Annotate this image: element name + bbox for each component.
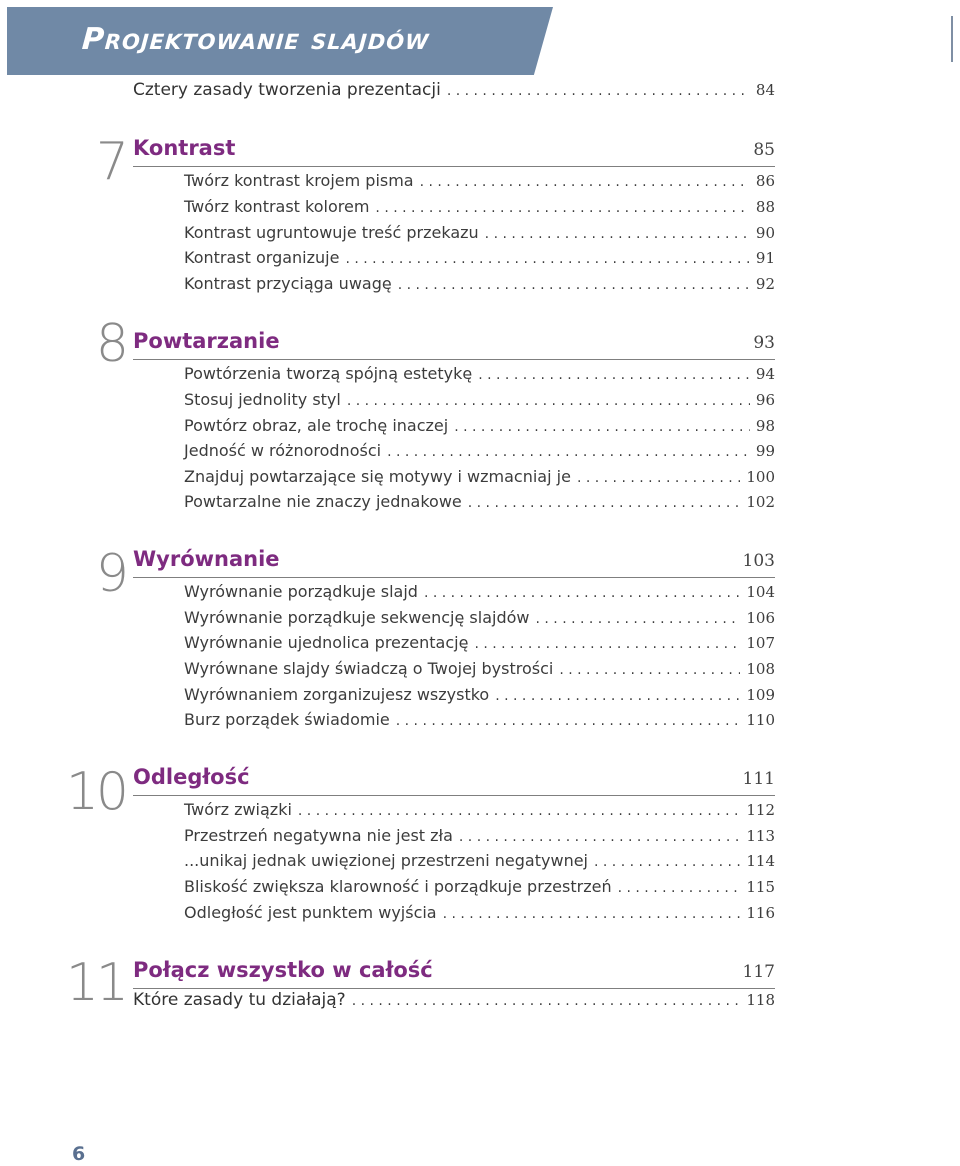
dot-leader xyxy=(352,990,741,1010)
dot-leader xyxy=(485,223,750,242)
toc-entry[interactable] xyxy=(184,659,775,683)
dot-leader xyxy=(387,441,750,460)
toc-entry[interactable] xyxy=(184,171,775,195)
toc-entry-label: ...unikaj jednak uwięzionej przestrzeni negatywnej xyxy=(184,851,588,870)
toc-entry-page: 109 xyxy=(746,686,775,704)
toc-entry[interactable] xyxy=(184,248,775,272)
dot-leader xyxy=(618,877,741,896)
dot-leader xyxy=(345,248,749,267)
toc-entry-page: 90 xyxy=(755,224,775,242)
toc-entry-label: Twórz kontrast kolorem xyxy=(184,197,370,216)
toc-entry-intro[interactable] xyxy=(133,80,775,104)
toc-entry-page: 107 xyxy=(746,634,775,652)
toc-entry-label: Kontrast organizuje xyxy=(184,248,340,267)
toc-entry-label: Twórz kontrast krojem pisma xyxy=(184,171,414,190)
toc-entry-label: Stosuj jednolity styl xyxy=(184,390,341,409)
toc-entry-label: Które zasady tu działają? xyxy=(133,990,346,1010)
toc-entry[interactable] xyxy=(184,877,775,901)
toc-entry-label: Powtarzalne nie znaczy jednakowe xyxy=(184,492,462,511)
dot-leader xyxy=(298,800,740,819)
toc-entry[interactable] xyxy=(184,710,775,734)
dot-leader xyxy=(478,364,750,383)
toc-entry[interactable] xyxy=(184,685,775,709)
chapter-page: 111 xyxy=(742,769,775,789)
toc-entry-page: 91 xyxy=(755,249,775,267)
toc-entry-page: 106 xyxy=(746,609,775,627)
toc-entry[interactable] xyxy=(184,633,775,657)
toc-entry[interactable] xyxy=(184,197,775,221)
chapter-heading[interactable] xyxy=(133,765,775,796)
chapter-title: Powtarzanie xyxy=(133,329,280,353)
toc-entry[interactable] xyxy=(184,390,775,414)
dot-leader xyxy=(398,274,750,293)
toc-entry-label: Wyrównanie ujednolica prezentację xyxy=(184,633,469,652)
toc-entry-page: 102 xyxy=(746,493,775,511)
toc-entry-page: 116 xyxy=(746,904,775,922)
chapter-title: Połącz wszystko w całość xyxy=(133,958,433,982)
dot-leader xyxy=(468,492,741,511)
dot-leader xyxy=(495,685,740,704)
dot-leader xyxy=(396,710,741,729)
toc-entry-page: 94 xyxy=(755,365,775,383)
toc-entry-page: 114 xyxy=(746,852,775,870)
toc-entry-page: 104 xyxy=(746,583,775,601)
toc-entry[interactable] xyxy=(133,990,775,1014)
toc-entry[interactable] xyxy=(184,364,775,388)
toc-entry-label: Kontrast ugruntowuje treść przekazu xyxy=(184,223,479,242)
toc-entry[interactable] xyxy=(184,608,775,632)
chapter-number: 9 xyxy=(95,544,126,604)
toc-entry-label: Odległość jest punktem wyjścia xyxy=(184,903,437,922)
toc-entry-page: 108 xyxy=(746,660,775,678)
toc-entry[interactable] xyxy=(184,274,775,298)
chapter-number: 8 xyxy=(95,314,126,374)
toc-entry-label: Powtórz obraz, ale trochę inaczej xyxy=(184,416,449,435)
dot-leader xyxy=(347,390,750,409)
dot-leader xyxy=(375,197,749,216)
toc-entry-label: Jedność w różnorodności xyxy=(184,441,382,460)
toc-entry[interactable] xyxy=(184,903,775,927)
toc-entry-page: 92 xyxy=(755,275,775,293)
dot-leader xyxy=(474,633,740,652)
chapter-heading[interactable] xyxy=(133,958,775,989)
toc-entry-page: 96 xyxy=(755,391,775,409)
chapter-heading[interactable] xyxy=(133,329,775,360)
toc-entry-label: Kontrast przyciąga uwagę xyxy=(184,274,392,293)
toc-entry-page: 88 xyxy=(755,198,775,216)
toc-entry[interactable] xyxy=(184,223,775,247)
chapter-number: 10 xyxy=(65,762,126,822)
chapter-title: Odległość xyxy=(133,765,250,789)
toc-entry-label: Twórz związki xyxy=(184,800,292,819)
chapter-title: Kontrast xyxy=(133,136,236,160)
toc-entry-page: 99 xyxy=(755,442,775,460)
page-title: Projektowanie slajdów xyxy=(80,22,431,57)
chapter-number: 7 xyxy=(95,132,126,192)
toc-entry-page: 118 xyxy=(746,991,775,1009)
chapter-title: Wyrównanie xyxy=(133,547,280,571)
toc-entry-page: 112 xyxy=(746,801,775,819)
dot-leader xyxy=(424,582,740,601)
dot-leader xyxy=(594,851,740,870)
chapter-heading[interactable] xyxy=(133,136,775,167)
chapter-page: 93 xyxy=(753,333,775,353)
toc-entry[interactable] xyxy=(184,441,775,465)
dot-leader xyxy=(443,903,741,922)
dot-leader xyxy=(559,659,740,678)
toc-entry-label: Wyrównaniem zorganizujesz wszystko xyxy=(184,685,490,704)
chapter-heading[interactable] xyxy=(133,547,775,578)
toc-entry-label: Przestrzeń negatywna nie jest zła xyxy=(184,826,453,845)
toc-entry-label: Cztery zasady tworzenia prezentacji xyxy=(133,80,441,100)
chapter-number: 11 xyxy=(65,953,126,1013)
dot-leader xyxy=(447,80,750,100)
dot-leader xyxy=(454,416,750,435)
toc-entry-page: 86 xyxy=(755,172,775,190)
dot-leader xyxy=(459,826,740,845)
toc-entry-label: Wyrównanie porządkuje slajd xyxy=(184,582,418,601)
folio-page-number: 6 xyxy=(72,1143,86,1165)
toc-entry[interactable] xyxy=(184,851,775,875)
toc-entry-page: 113 xyxy=(746,827,775,845)
toc-entry-page: 98 xyxy=(755,417,775,435)
toc-entry[interactable] xyxy=(184,467,775,491)
toc-entry-page: 84 xyxy=(755,81,775,99)
toc-entry-page: 115 xyxy=(746,878,775,896)
toc-entry[interactable] xyxy=(184,416,775,440)
dot-leader xyxy=(577,467,740,486)
toc-entry-page: 100 xyxy=(746,468,775,486)
toc-entry-label: Bliskość zwiększa klarowność i porządkuje przestrzeń xyxy=(184,877,612,896)
toc-entry-label: Wyrównanie porządkuje sekwencję slajdów xyxy=(184,608,530,627)
toc-entry[interactable] xyxy=(184,826,775,850)
toc-entry-label: Znajduj powtarzające się motywy i wzmacniaj je xyxy=(184,467,571,486)
toc-entry[interactable] xyxy=(184,800,775,824)
toc-entry-label: Wyrównane slajdy świadczą o Twojej bystrości xyxy=(184,659,554,678)
dot-leader xyxy=(420,171,750,190)
chapter-page: 117 xyxy=(742,962,775,982)
chapter-page: 103 xyxy=(742,551,775,571)
chapter-page: 85 xyxy=(753,140,775,160)
toc-entry-label: Powtórzenia tworzą spójną estetykę xyxy=(184,364,473,383)
toc-entry-label: Burz porządek świadomie xyxy=(184,710,390,729)
toc-entry[interactable] xyxy=(184,492,775,516)
toc-entry-page: 110 xyxy=(746,711,775,729)
dot-leader xyxy=(536,608,741,627)
edge-divider xyxy=(951,16,953,62)
toc-entry[interactable] xyxy=(184,582,775,606)
